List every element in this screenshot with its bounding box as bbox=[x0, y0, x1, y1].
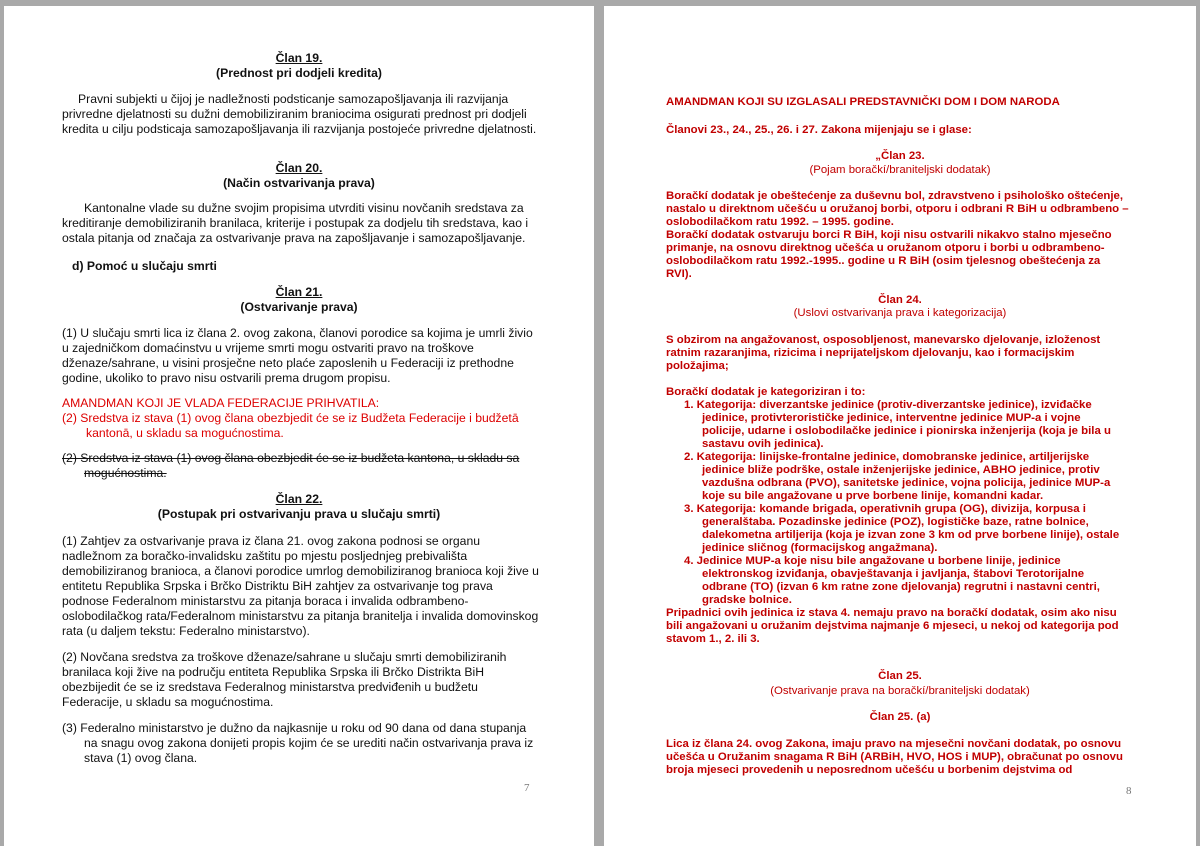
page-number-left: 7 bbox=[524, 782, 530, 794]
left-text-line: demobiliziranog branioca, a članovi porodice umrlog demobiliziranog branioca koji žive u bbox=[62, 564, 539, 578]
right-text-line: (Uslovi ostvarivanja prava i kategorizacija) bbox=[793, 307, 1007, 319]
left-text-line: AMANDMAN KOJI JE VLADA FEDERACIJE PRIHVATILA: bbox=[62, 396, 380, 410]
right-text-line: primanje, na osnovu direktnog učešća u oružanom otporu i borbi u odbrambeno- bbox=[666, 242, 1105, 254]
right-text-line: koje su bile angažovane u prve borbene linije, komandni kadar. bbox=[702, 490, 1044, 502]
right-text-line: AMANDMAN KOJI SU IZGLASALI PREDSTAVNIČKI DOM I DOM NARODA bbox=[666, 96, 1060, 108]
right-text-line: položajima; bbox=[666, 360, 729, 372]
right-text-line: Boračkí dodatak je obeštećenje za duševnu bol, zdravstveno i psihološko oštećenje, bbox=[666, 190, 1124, 202]
left-text-line: dženaze/sahrane, u visini prosječne neto plaće zaposlenih u Federaciji iz prethodne bbox=[62, 356, 514, 370]
left-text-line: Federacije, u skladu sa mogućnostima. bbox=[62, 695, 274, 709]
right-text-line: jedinice sličnog (formacijskog angažmana). bbox=[702, 542, 938, 554]
left-text-line: nadležnom za boračko-invalidsku zaštitu po mjestu posljednjeg prebivališta bbox=[62, 549, 468, 563]
left-text-line: (1) Zahtjev za ostvarivanje prava iz člana 21. ovog zakona podnosi se organu bbox=[62, 534, 481, 548]
document-page-right bbox=[604, 6, 1196, 846]
right-text-line: sastavu ovih jedinica). bbox=[702, 438, 824, 450]
left-page-text bbox=[4, 6, 594, 846]
right-text-line: (Pojam boračkí/braniteljski dodatak) bbox=[809, 164, 991, 176]
left-text-line: (1) U slučaju smrti lica iz člana 2. ovog zakona, članovi porodice sa kojima je umrli živio bbox=[62, 326, 533, 340]
left-text-line: branilaca koji žive na području entiteta Republika Srpska ili Brčko Distrikta BiH bbox=[62, 665, 485, 679]
right-text-line: Lica iz člana 24. ovog Zakona, imaju pravo na mjesečni novčani dodatak, po osnovu bbox=[666, 738, 1122, 750]
left-text-line: (Ostvarivanje prava) bbox=[240, 300, 358, 314]
right-page-text bbox=[604, 6, 1196, 846]
right-text-line: učešća u Oružanim snagama R BiH (ARBiH, HVO, HOS i MUP), obračunat po osnovu bbox=[666, 751, 1123, 763]
right-text-line: 3. Kategorija: komande brigada, operativnih grupa (OG), divizija, korpusa i bbox=[684, 503, 1086, 515]
left-text-line: entitetu Republika Srpska i Brčko Distriktu BiH zahtjev za ostvarivanje tog prava bbox=[62, 579, 493, 593]
right-text-line: Boračkí dodatak je kategoriziran i to: bbox=[666, 386, 866, 398]
right-text-line: gradske bolnice. bbox=[702, 594, 792, 606]
left-text-line: Pravni subjekti u čijoj je nadležnosti podsticanje samozapošljavanja ili razvijanja bbox=[78, 92, 509, 106]
right-text-line: nastalo u direktnom učešću u oružanoj borbi, otporu i odbrani R BiH u odbrambeno – bbox=[666, 203, 1129, 215]
right-text-line: Član 25. bbox=[878, 670, 922, 682]
left-text-line: Član 20. bbox=[275, 161, 323, 175]
right-text-line: Pripadnici ovih jedinica iz stava 4. nemaju pravo na boračkí dodatak, osim ako nisu bbox=[666, 607, 1117, 619]
right-text-line: elektronskog izviđanja, obavještavanja i javljanja, štabovi Terotorijalne bbox=[702, 568, 1085, 580]
right-text-line: 4. Jedinice MUP-a koje nisu bile angažovane u borbene linije, jedinice bbox=[684, 555, 1061, 567]
right-text-line: bili angažovani u oružanim dejstvima najmanje 6 mjeseci, u nekoj od kategorija pod bbox=[666, 620, 1119, 632]
left-text-line: (Postupak pri ostvarivanju prava u slučaju smrti) bbox=[157, 507, 441, 521]
left-text-line: d) Pomoć u slučaju smrti bbox=[72, 259, 217, 273]
left-text-line: kantonā, u skladu sa mogućnostima. bbox=[86, 426, 284, 440]
left-text-line: na snagu ovog zakona donijeti propis kojim će se urediti način ostvarivanja prava iz bbox=[84, 736, 534, 750]
right-text-line: broja mjeseci provedenih u neposrednom učešću u borbenim dejstvima od bbox=[666, 764, 1073, 776]
right-text-line: „Član 23. bbox=[875, 150, 925, 162]
right-text-line: stavom 1., 2. ili 3. bbox=[666, 633, 760, 645]
left-text-line: mogućnostima. bbox=[84, 466, 167, 480]
right-text-line: oslobodilačkom ratu 1992. – 1995. godine. bbox=[666, 216, 894, 228]
right-text-line: 2. Kategorija: linijske-frontalne jedinice, domobranske jedinice, artiljerijske bbox=[684, 451, 1090, 463]
left-text-line: (2) Novčana sredstva za troškove dženaze/sahrane u slučaju smrti demobiliziranih bbox=[62, 650, 507, 664]
left-text-line: godine, ukoliko to pravo nisu ostvarili prema drugom propisu. bbox=[62, 371, 391, 385]
right-text-line: generalštaba. Pozadinske jedinice (POZ), logističke baze, ratne bolnice, bbox=[702, 516, 1089, 528]
left-text-line: podnose Federalnom ministarstvu za pitanja boraca i invalida odbrambeno- bbox=[62, 594, 469, 608]
right-text-line: Član 24. bbox=[878, 294, 922, 306]
right-text-line: vazdušna odbrana (PVO), sanitetske jedinice, vojna policija, jedinice MUP-a bbox=[702, 477, 1111, 489]
left-text-line: (Prednost pri dodjeli kredita) bbox=[216, 66, 382, 80]
left-text-line: (2) Sredstva iz stava (1) ovog člana obezbjedit će se iz Budžeta Federacije i budžetā bbox=[62, 411, 519, 425]
left-text-line: Kantonalne vlade su dužne svojim propisima utvrditi visinu novčanih sredstava za bbox=[84, 201, 524, 215]
right-text-line: Članovi 23., 24., 25., 26. i 27. Zakona mijenjaju se i glase: bbox=[666, 124, 972, 136]
left-text-line: stava (1) ovog člana. bbox=[84, 751, 198, 765]
left-text-line: Član 21. bbox=[275, 285, 323, 299]
page-number-right: 8 bbox=[1126, 785, 1132, 797]
left-text-line: oslobodilačkog rata/Federalnom ministarstvu za pitanja branitelja i invalida domovinskog bbox=[62, 609, 539, 623]
right-text-line: Boračkí dodatak ostvaruju borci R BiH, koji nisu ostvarili nikakvo stalno mjesečno bbox=[666, 229, 1112, 241]
right-text-line: jedinice bliže podrške, ostale inženjerijske jedinice, ABHO jedinice, protiv bbox=[702, 464, 1100, 476]
left-text-line: Član 22. bbox=[275, 492, 323, 506]
right-text-line: odbrane (TO) (izvan 6 km ratne zone djelovanja) regrutni i nastavni centri, bbox=[702, 581, 1100, 593]
right-text-line: (Ostvarivanje prava na boračkí/braniteljski dodatak) bbox=[770, 685, 1030, 697]
left-text-line: kreditiranje demobiliziranih branilaca, kriterije i postupak za dodjelu tih sredstava, kao i bbox=[62, 216, 529, 230]
left-text-line: privredne djelatnosti su dužni demobiliziranim braniocima osigurati prednost pri dodjeli bbox=[62, 107, 527, 121]
right-text-line: policije, udarne i oslobodilačke jedinice i pionirska inženjerija (koja je bila u bbox=[702, 425, 1111, 437]
left-text-line: rata (u daljem tekstu: Federalno ministarstvo). bbox=[62, 624, 310, 638]
left-text-line: (2) Sredstva iz stava (1) ovog člana obezbjedit će se iz budžeta kantona, u skladu sa bbox=[62, 451, 520, 465]
right-text-line: Član 25. (a) bbox=[869, 711, 931, 723]
right-text-line: 1. Kategorija: diverzantske jedinice (protiv-diverzantske jedinice), izviđačke bbox=[684, 399, 1092, 411]
left-text-line: obezbijedit će se iz sredstava Federalnog ministarstva predviđenih u budžetu bbox=[62, 680, 478, 694]
left-text-line: Član 19. bbox=[275, 51, 323, 65]
left-text-line: u zajedničkom domaćinstvu u vrijeme smrti mogu ostvariti pravo na troškove bbox=[62, 341, 474, 355]
left-text-line: (Način ostvarivanja prava) bbox=[223, 176, 375, 190]
right-text-line: S obzirom na angažovanost, osposobljenost, manevarsko djelovanje, izloženost bbox=[666, 334, 1101, 346]
right-text-line: ratnim razaranjima, rizicima i neprijateljskom djelovanju, kao i formacijskim bbox=[666, 347, 1075, 359]
right-text-line: jedinice, protivterorističke jedinice, interventne jedinice MUP-a i vojne bbox=[702, 412, 1081, 424]
right-text-line: oslobodilačkom ratu 1992.-1995.. godine u R BiH (osim tjelesnog obeštećenja za bbox=[666, 255, 1101, 267]
left-text-line: (3) Federalno ministarstvo je dužno da najkasnije u roku od 90 dana od dana stupanja bbox=[62, 721, 527, 735]
right-text-line: RVI). bbox=[666, 268, 692, 280]
left-text-line: kredita u cilju podsticaja samozapošljavanja ili razvijanja postojeće privredne djelatnosti. bbox=[62, 122, 537, 136]
right-text-line: dalekometna artiljerija (koja je izvan zone 3 km od prve borbene linije), ostale bbox=[702, 529, 1120, 541]
document-page-left bbox=[4, 6, 594, 846]
left-text-line: ostala pitanja od značaja za ostvarivanje prava na zapošljavanje i samozapošljavanje. bbox=[62, 231, 526, 245]
